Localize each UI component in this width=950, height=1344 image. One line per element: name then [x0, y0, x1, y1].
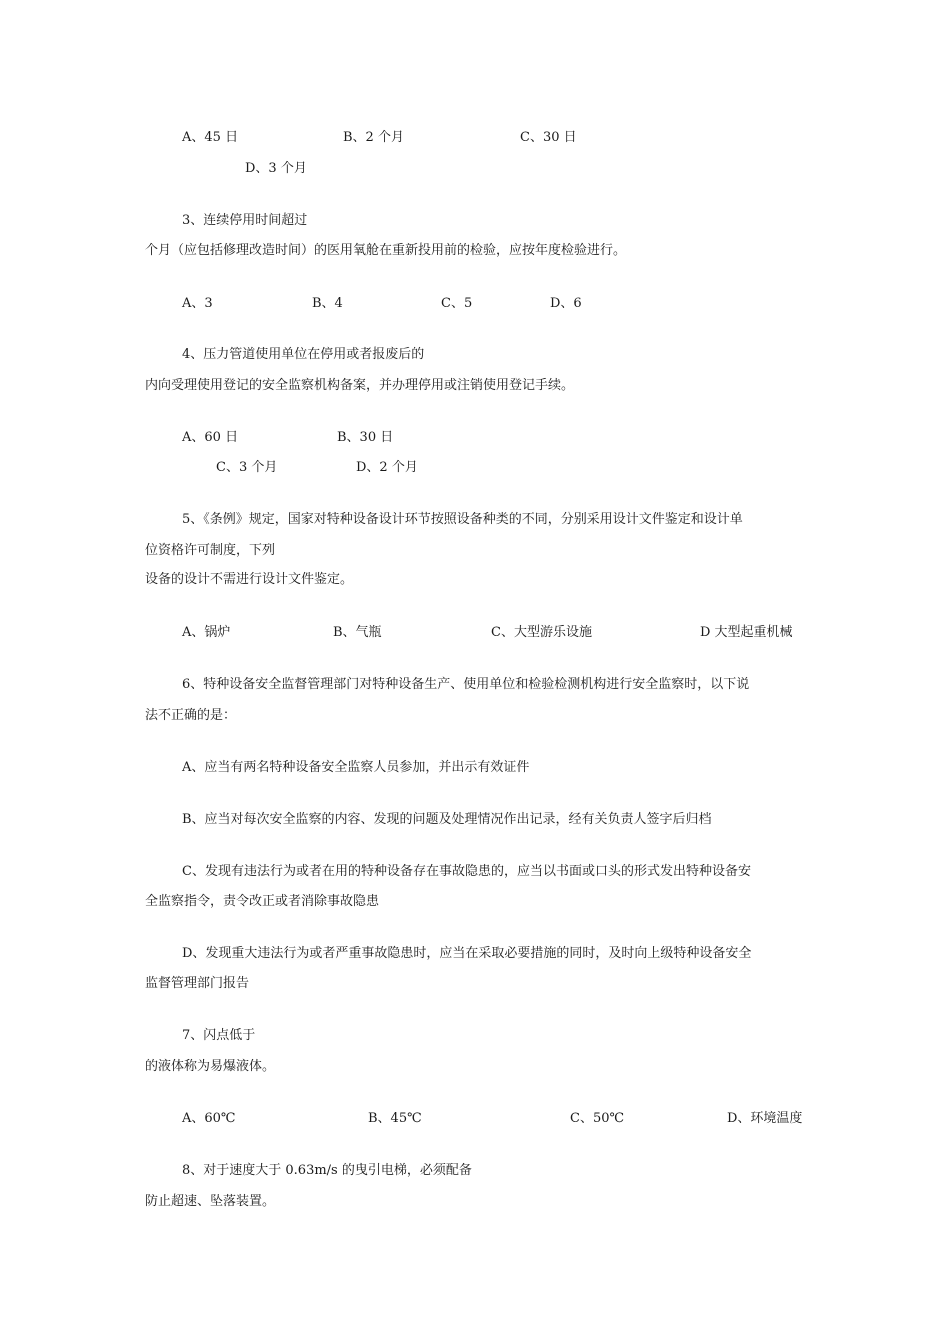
q7-option-b: B、45℃: [368, 1111, 422, 1126]
q4-option-a: A、60 日: [182, 430, 239, 445]
q3-stem-line1: 3、连续停用时间超过: [182, 213, 308, 228]
q5-stem-line2: 位资格许可制度，下列: [145, 543, 276, 558]
q2-option-c: C、30 日: [520, 130, 577, 145]
q4-option-c: C、3 个月: [216, 460, 278, 475]
q6-option-d-line1: D、发现重大违法行为或者严重事故隐患时，应当在采取必要措施的同时，及时向上级特种设备安全: [182, 946, 752, 961]
q5-stem-line3: 设备的设计不需进行设计文件鉴定。: [145, 572, 354, 587]
q8-stem-line1: 8、对于速度大于 0.63m/s 的曳引电梯，必须配备: [182, 1163, 472, 1178]
q5-option-b: B、气瓶: [333, 625, 382, 640]
q6-option-c-line2: 全监察指令，责令改正或者消除事故隐患: [145, 894, 380, 909]
q4-stem-line1: 4、压力管道使用单位在停用或者报废后的: [182, 347, 425, 362]
q7-stem-line2: 的液体称为易爆液体。: [145, 1059, 276, 1074]
q6-option-b: B、应当对每次安全监察的内容、发现的问题及处理情况作出记录，经有关负责人签字后归档: [182, 812, 712, 827]
q4-stem-line2: 内向受理使用登记的安全监察机构备案，并办理停用或注销使用登记手续。: [145, 378, 575, 393]
q5-stem-line1: 5、《条例》规定，国家对特种设备设计环节按照设备种类的不同，分别采用设计文件鉴定和设计单: [182, 512, 743, 527]
q6-option-a: A、应当有两名特种设备安全监察人员参加，并出示有效证件: [182, 760, 530, 775]
q7-option-c: C、50℃: [570, 1111, 625, 1126]
q2-option-d: D、3 个月: [245, 161, 307, 176]
q5-option-c: C、大型游乐设施: [491, 625, 592, 640]
q7-option-a: A、60℃: [182, 1111, 236, 1126]
q6-option-d-line2: 监督管理部门报告: [145, 976, 250, 991]
q2-option-a: A、45 日: [182, 130, 239, 145]
q3-stem-line2: 个月（应包括修理改造时间）的医用氧舱在重新投用前的检验，应按年度检验进行。: [145, 243, 627, 258]
q7-option-d: D、环境温度: [727, 1111, 803, 1126]
q7-stem-line1: 7、闪点低于: [182, 1028, 256, 1043]
q4-option-b: B、30 日: [337, 430, 394, 445]
q8-stem-line2: 防止超速、坠落装置。: [145, 1194, 276, 1209]
q3-option-b: B、4: [312, 296, 343, 311]
q5-option-d: D 大型起重机械: [700, 625, 793, 640]
q5-option-a: A、锅炉: [182, 625, 231, 640]
q3-option-c: C、5: [441, 296, 473, 311]
q6-stem-line1: 6、特种设备安全监督管理部门对特种设备生产、使用单位和检验检测机构进行安全监察时，以下说: [182, 677, 750, 692]
q3-option-a: A、3: [182, 296, 213, 311]
q6-option-c-line1: C、发现有违法行为或者在用的特种设备存在事故隐患的，应当以书面或口头的形式发出特种设备安: [182, 864, 751, 879]
q3-option-d: D、6: [550, 296, 582, 311]
q6-stem-line2: 法不正确的是：: [145, 708, 237, 723]
q4-option-d: D、2 个月: [356, 460, 418, 475]
q2-option-b: B、2 个月: [343, 130, 404, 145]
